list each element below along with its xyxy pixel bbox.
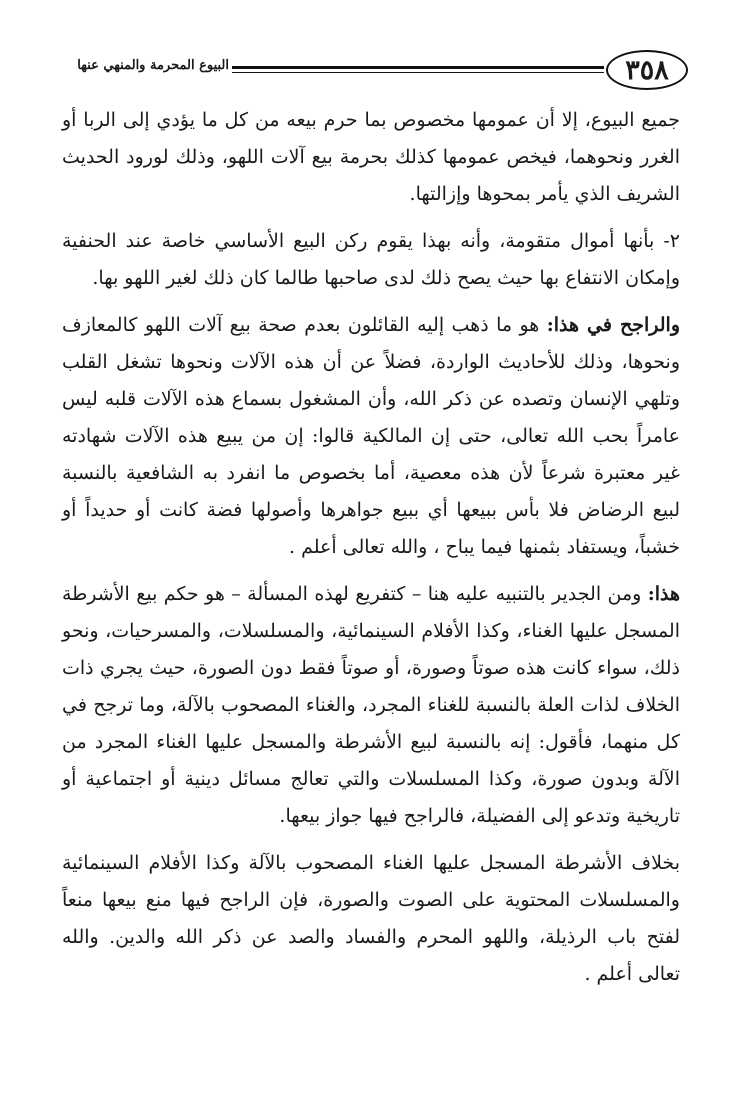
paragraph-5 [62,845,680,993]
page-number: ٣٥٨ [606,50,688,90]
paragraph-text: جميع البيوع، إلا أن عمومها مخصوص بما حرم بيعه من كل ما يؤدي إلى الربا أو الغرر ونحوهما، فيخص عمومها كذلك بحرمة بيع آلات اللهو، وذلك لورود الحديث الشريف الذي يأمر بمحوها وإزالتها. [62,109,680,205]
paragraph-text: بخلاف الأشرطة المسجل عليها الغناء المصحوب بالآلة وكذا الأفلام السينمائية والمسلسلات المحتوية على الصوت والصورة، فإن الراجح فيها منع بيعها منعاً لفتح باب الرذيلة، واللهو المحرم والفساد والصد عن ذكر الله والدين. والله تعالى أعلم . [62,852,680,985]
header-rule-thin [232,72,604,73]
paragraph-text: هو ما ذهب إليه القائلون بعدم صحة بيع آلات اللهو كالمعازف ونحوها، وذلك للأحاديث الواردة، فضلاً عن أن هذه الآلات ونحوها تشغل القلب وتلهي الإنسان وتصده عن ذكر الله، وأن المشغول بسماع هذه الآلات قلبه ليس عامراً بحب الله تعالى، حتى إن المالكية قالوا: إن من يبيع هذه الآلات شهادته غير معتبرة شرعاً لأن هذه معصية، أما بخصوص ما انفرد به الشافعية بالنسبة لبيع الرضاض فلا بأس ببيعها أي ببيع جواهرها وأصولها فضة كانت أو حديداً أو خشباً، ويستفاد بثمنها فيما يباح ، والله تعالى أعلم . [62,314,680,558]
body-text [62,102,680,1003]
paragraph-lead: والراجح في هذا: [546,314,680,336]
paragraph-3 [62,307,680,566]
paragraph-lead: هذا: [647,583,680,605]
page-header [0,44,755,100]
header-rule [232,66,604,69]
running-title: البيوع المحرمة والمنهي عنها [77,58,229,73]
paragraph-1 [62,102,680,213]
paragraph-4 [62,576,680,835]
paragraph-2 [62,223,680,297]
paragraph-text: ٢- بأنها أموال متقومة، وأنه بهذا يقوم ركن البيع الأساسي خاصة عند الحنفية وإمكان الانتفاع بها حيث يصح ذلك لدى صاحبها طالما كان ذلك لغير اللهو بها. [62,230,680,289]
paragraph-text: ومن الجدير بالتنبيه عليه هنا – كتفريع لهذه المسألة – هو حكم بيع الأشرطة المسجل عليها الغناء، وكذا الأفلام السينمائية، والمسلسلات، والمسرحيات، ونحو ذلك، سواء كانت هذه صوتاً وصورة، أو صوتاً فقط دون الصورة، حيث يجري ذات الخلاف لذات العلة بالنسبة للغناء المجرد، والغناء المصحوب بالآلة، وما ترجح في كل منهما، فأقول: إنه بالنسبة لبيع الأشرطة والمسجل عليها الغناء المجرد من الآلة وبدون صورة، وكذا المسلسلات والتي تعالج مسائل دينية أو اجتماعية أو تاريخية وتدعو إلى الفضيلة، فالراجح فيها جواز بيعها. [62,583,680,827]
